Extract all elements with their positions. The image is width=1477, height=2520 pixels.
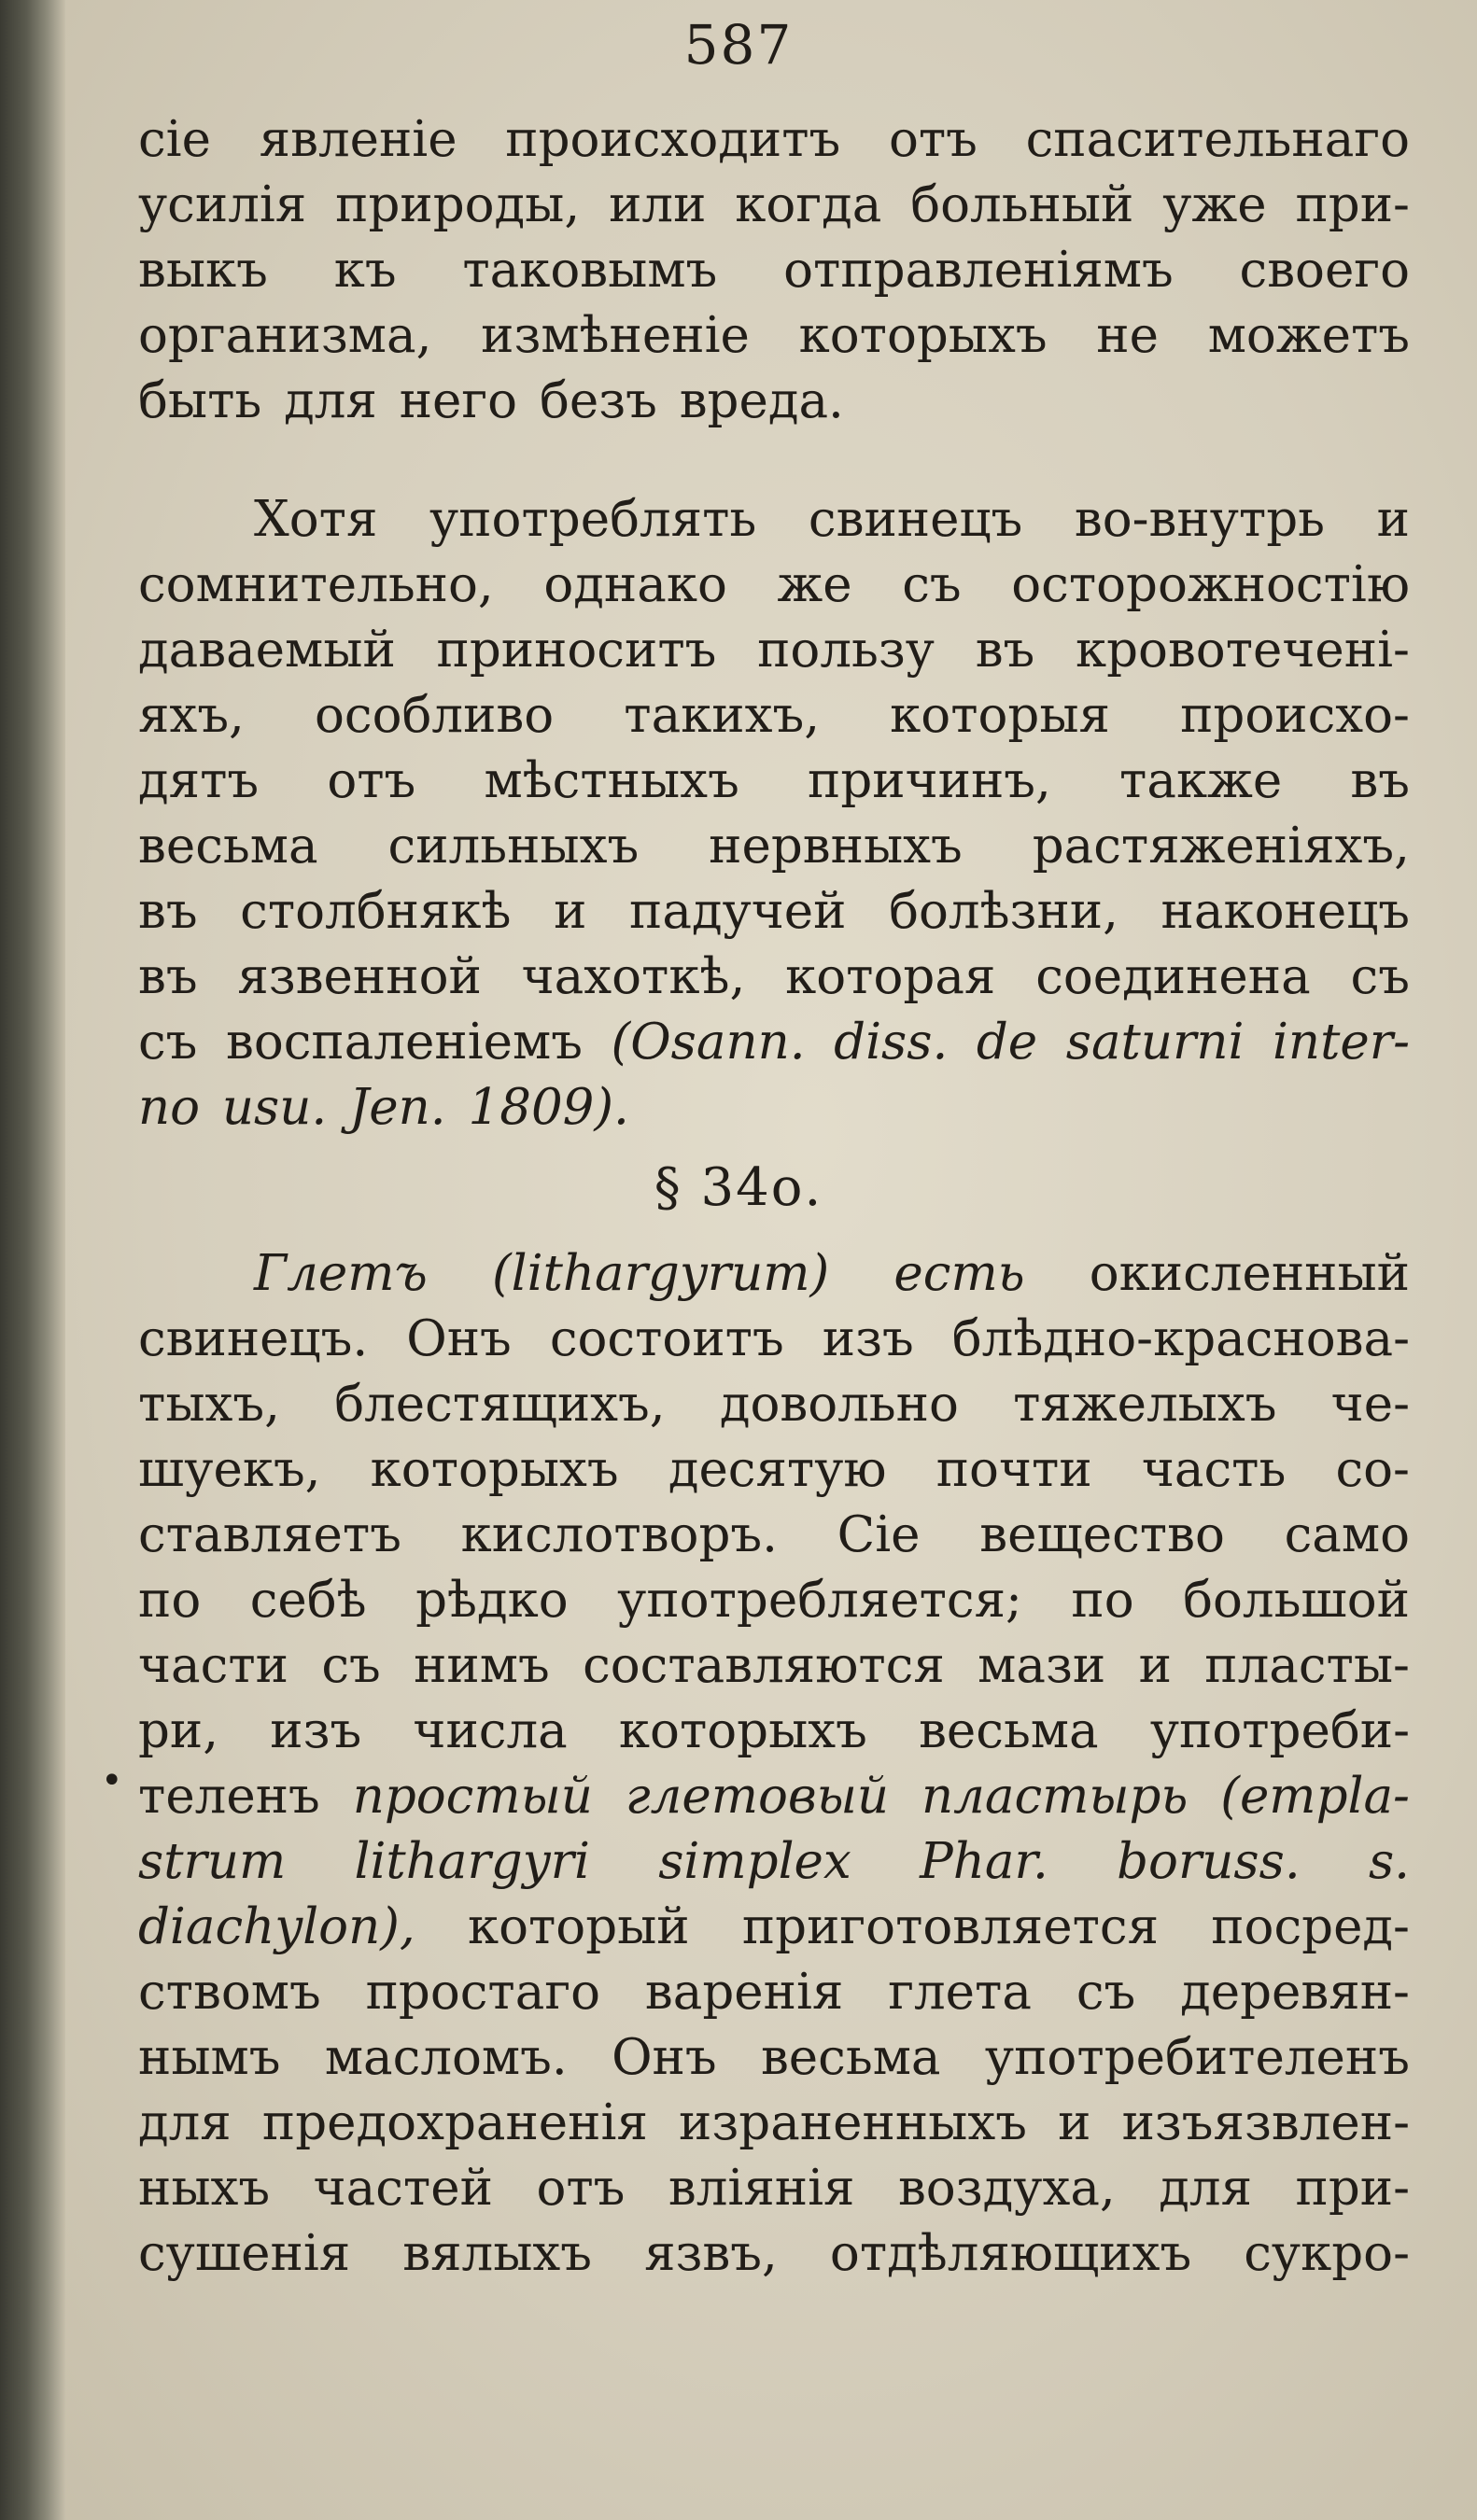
word: же [777,556,852,613]
word: ствомъ [138,1964,321,2021]
word: есть [893,1245,1025,1302]
word: для [1159,2160,1253,2217]
word: strum [138,1833,287,1890]
word: весьма [138,818,318,875]
word: быть [138,372,262,429]
word: предохраненія [261,2094,648,2151]
word: которыхъ [618,1702,867,1759]
book-spine-shadow [0,0,65,2520]
word: пользу [757,622,935,679]
word: осторожностію [1011,556,1410,613]
word: ставляетъ [138,1506,401,1563]
word: такихъ, [624,687,821,744]
word: язвенной [237,948,482,1005]
word: язвъ, [644,2225,778,2282]
word: че- [1330,1376,1410,1433]
word: вялыхъ [402,2225,593,2282]
word: usu. [221,1079,328,1136]
word: яхъ, [138,687,245,744]
word: и [1138,1637,1172,1694]
word: ныхъ [138,2160,271,2217]
word: пласты- [1204,1637,1410,1694]
text-line [138,1895,1410,1960]
word: теленъ [138,1768,320,1825]
word: израненныхъ [679,2094,1027,2151]
word: части [138,1637,288,1694]
word: даваемый [138,622,396,679]
word: вліянія [668,2160,855,2217]
word: de [976,1014,1038,1071]
word: не [1096,307,1159,364]
word: или [609,176,707,233]
word: усилія [138,176,307,233]
word: saturni [1065,1014,1245,1071]
text-line [254,1241,1410,1307]
word: boruss. [1117,1833,1301,1890]
word: приноситъ [436,622,717,679]
word: выкъ [138,242,268,299]
word: спасительнаго [1025,111,1410,168]
word: причинъ, [808,752,1051,809]
text-line [138,553,1410,618]
word: таковымъ [462,242,718,299]
word: чахоткѣ, [521,948,746,1005]
word: изъ [822,1310,914,1367]
word: часть [1141,1441,1287,1498]
word: которыя [890,687,1110,744]
word: употреблять [429,491,757,548]
word: составляются [583,1637,945,1694]
word: воспаленіемъ [225,1014,583,1071]
word: съ [138,1014,198,1071]
word: которая [785,948,996,1005]
word: также [1119,752,1283,809]
word: и [1376,491,1410,548]
word: по [1071,1572,1134,1629]
text-line [138,1699,1410,1764]
text-line [138,173,1410,238]
word: (lithargyrum) [491,1245,830,1302]
word: и [554,883,587,940]
text-line [138,107,1410,173]
word: Онъ [612,2029,717,2086]
word: десятую [668,1441,887,1498]
word: сомнительно, [138,556,494,613]
word: болѣзни, [889,883,1118,940]
word: вреда. [679,372,844,429]
text-line [138,1960,1410,2025]
word: столбнякѣ [240,883,512,940]
text-line [138,2025,1410,2091]
word: отъ [327,752,416,809]
word: однако [543,556,727,613]
word: глета [888,1964,1032,2021]
section-heading: § 34о. [654,1157,823,1218]
word: отъ [888,111,978,168]
word: съ [902,556,962,613]
word: ри, [138,1702,219,1759]
word: Онъ [406,1310,512,1367]
word: измѣненіе [481,307,750,364]
text-line [138,1437,1410,1503]
word: мази [978,1637,1106,1694]
word: особливо [315,687,555,744]
word: изъязвлен- [1121,2094,1410,2151]
word: и [1058,2094,1091,2151]
word: весьма [760,2029,941,2086]
word: воздуха, [897,2160,1116,2217]
word: diss. [834,1014,949,1071]
word: деревян- [1180,1964,1410,2021]
text-line [138,2091,1410,2156]
word: сушенія [138,2225,351,2282]
word: для [138,2094,232,2151]
word: почти [935,1441,1092,1498]
word: 1809). [468,1079,629,1136]
word: весьма [919,1702,1099,1759]
word: посред- [1211,1898,1410,1955]
word: со- [1335,1441,1410,1498]
word: сіе [138,111,211,168]
word: происходитъ [505,111,841,168]
word: Глетъ [254,1245,428,1302]
text-line [138,2156,1410,2221]
word: къ [333,242,397,299]
word: lithargyri [354,1833,590,1890]
word: при- [1295,2160,1410,2217]
word: него [399,372,518,429]
word: нимъ [414,1637,550,1694]
word: отправленіямъ [783,242,1174,299]
word: шуекъ, [138,1441,321,1498]
word: сукро- [1244,2225,1410,2282]
word: отдѣляющихъ [829,2225,1192,2282]
text-line [138,1829,1410,1895]
word: нервныхъ [709,818,963,875]
text-line [138,1568,1410,1633]
word: Jen. [349,1079,446,1136]
word: Хотя [254,491,378,548]
word: въ [138,948,198,1005]
word: глетовый [625,1768,890,1825]
word: тыхъ, [138,1376,280,1433]
word: при- [1295,176,1410,233]
word: съ [1076,1964,1136,2021]
word: употребляется; [617,1572,1022,1629]
word: приготовляется [741,1898,1160,1955]
word: растяженіяхъ, [1032,818,1410,875]
word: само [1284,1506,1410,1563]
word: явленіе [259,111,457,168]
text-line [138,1075,1410,1141]
text-line [138,1010,1410,1075]
text-line [138,749,1410,814]
word: употреби- [1149,1702,1410,1759]
word: свинецъ. [138,1310,369,1367]
word: масломъ. [324,2029,568,2086]
word: числа [413,1702,568,1759]
word: блестящихъ, [334,1376,666,1433]
word: въ [1350,752,1410,809]
word: себѣ [249,1572,367,1629]
word: (empla- [1220,1768,1410,1825]
word: окисленный [1089,1245,1410,1302]
text-line [254,487,1410,553]
word: simplex [658,1833,851,1890]
word: когда [735,176,882,233]
word: въ [975,622,1035,679]
word: состоитъ [549,1310,784,1367]
word: свинецъ [808,491,1023,548]
text-line [138,2221,1410,2287]
text-line [138,683,1410,749]
word: больный [910,176,1134,233]
text-line [138,1372,1410,1437]
text-line [138,1503,1410,1568]
word: нымъ [138,2029,281,2086]
word: тяжелыхъ [1013,1376,1277,1433]
margin-mark: • [101,1759,123,1802]
word: Phar. [920,1833,1048,1890]
word: diachylon), [138,1898,415,1955]
word: блѣдно-краснова- [951,1310,1410,1367]
word: своего [1239,242,1410,299]
text-line [138,945,1410,1010]
text-line [138,1633,1410,1699]
word: (Osann. [611,1014,806,1071]
word: соединена [1035,948,1311,1005]
word: кислотворъ. [460,1506,778,1563]
word: съ [321,1637,381,1694]
word: наконецъ [1160,883,1410,940]
word: для [284,372,377,429]
text-line [138,1307,1410,1372]
page-number: 587 [683,13,794,77]
word: дятъ [138,752,260,809]
word: inter- [1272,1014,1410,1071]
text-line [138,303,1410,369]
word: употребителенъ [984,2029,1410,2086]
text-line [138,1764,1410,1829]
text-line [138,618,1410,683]
word: кровотеченi- [1075,622,1410,679]
word: частей [313,2160,493,2217]
word: съ [1350,948,1410,1005]
word: Сіе [837,1506,921,1563]
word: организма, [138,307,432,364]
word: изъ [270,1702,362,1759]
word: падучей [629,883,847,940]
word: уже [1162,176,1267,233]
word: который [467,1898,690,1955]
word: которыхъ [798,307,1048,364]
word: можетъ [1207,307,1410,364]
word: мѣстныхъ [484,752,739,809]
word: безъ [539,372,657,429]
word: по [138,1572,202,1629]
word: рѣдко [415,1572,569,1629]
word: простый [352,1768,593,1825]
word: сильныхъ [387,818,640,875]
word: варенія [644,1964,844,2021]
text-line [138,369,1410,434]
word: природы, [335,176,581,233]
text-line [138,238,1410,303]
word: отъ [536,2160,626,2217]
word: s. [1368,1833,1410,1890]
word: простаго [365,1964,601,2021]
word: которыхъ [370,1441,619,1498]
text-line [138,879,1410,945]
word: довольно [719,1376,959,1433]
word: вещество [979,1506,1225,1563]
word: въ [138,883,198,940]
word: во-внутрь [1074,491,1326,548]
text-line [138,814,1410,879]
word: происхо- [1180,687,1410,744]
word: пластырь [921,1768,1189,1825]
word: no [138,1079,201,1136]
word: большой [1183,1572,1410,1629]
